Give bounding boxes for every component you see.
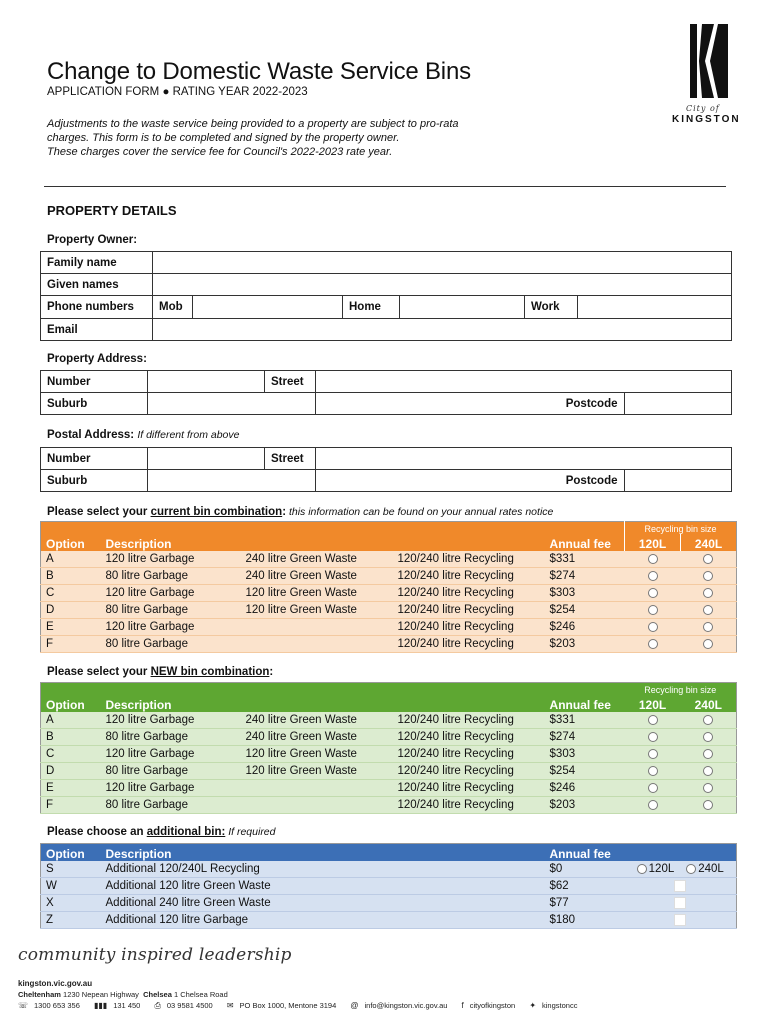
table-row xyxy=(41,780,737,797)
current-radio-240[interactable] xyxy=(703,605,713,615)
recycling-size-header: Recycling bin size xyxy=(625,683,737,695)
fee-cell: $331 xyxy=(545,712,625,729)
additional-bin-prompt xyxy=(47,826,276,838)
new-radio-240[interactable] xyxy=(703,715,713,725)
footer-fax: 03 9581 4500 xyxy=(166,1001,213,1010)
recycling-cell: 120/240 litre Recycling xyxy=(393,763,545,780)
prompt-text: : xyxy=(282,506,287,518)
recycling-cell: 120/240 litre Recycling xyxy=(393,585,545,602)
option-cell: D xyxy=(41,763,101,780)
current-radio-240[interactable] xyxy=(703,622,713,632)
table-row xyxy=(41,729,737,746)
radio-cell-240 xyxy=(681,602,737,619)
table-row xyxy=(41,797,737,814)
option-cell: X xyxy=(41,895,101,912)
additional-checkbox[interactable] xyxy=(674,880,686,892)
garbage-cell: 120 litre Garbage xyxy=(101,551,241,568)
radio-cell-240 xyxy=(681,729,737,746)
description-cell: Additional 120/240L Recycling xyxy=(101,861,545,878)
street-field[interactable] xyxy=(316,371,732,393)
radio-cell-120 xyxy=(625,746,681,763)
mailbox-icon: ✉ xyxy=(226,1001,234,1010)
prompt-text: Please choose an xyxy=(47,826,147,838)
mob-field[interactable] xyxy=(193,296,343,319)
garbage-cell: 80 litre Garbage xyxy=(101,568,241,585)
facebook-icon: f xyxy=(461,1001,464,1010)
chelsea-label: Chelsea xyxy=(143,990,172,999)
description-cell: Additional 120 litre Garbage xyxy=(101,912,545,929)
fee-cell: $274 xyxy=(545,568,625,585)
current-radio-120[interactable] xyxy=(648,622,658,632)
col-description: Description xyxy=(101,683,545,712)
footer-contacts xyxy=(18,1001,589,1011)
new-radio-240[interactable] xyxy=(703,766,713,776)
recycling-cell: 120/240 litre Recycling xyxy=(393,551,545,568)
recycling-cell: 120/240 litre Recycling xyxy=(393,729,545,746)
fee-cell: $246 xyxy=(545,619,625,636)
current-radio-240[interactable] xyxy=(703,588,713,598)
current-radio-120[interactable] xyxy=(648,588,658,598)
col-fee: Annual fee xyxy=(545,844,625,861)
prompt-emphasis: current bin combination xyxy=(150,506,283,518)
table-row xyxy=(41,585,737,602)
owner-table xyxy=(40,251,732,341)
col-size xyxy=(625,844,737,861)
chelsea-address: 1 Chelsea Road xyxy=(173,990,228,999)
col-240: 240L xyxy=(681,695,737,712)
description-cell: Additional 240 litre Green Waste xyxy=(101,895,545,912)
garbage-cell: 80 litre Garbage xyxy=(101,797,241,814)
new-radio-120[interactable] xyxy=(648,766,658,776)
current-radio-120[interactable] xyxy=(648,571,658,581)
col-fee: Annual fee xyxy=(545,683,625,712)
col-description: Description xyxy=(101,844,545,861)
option-cell: C xyxy=(41,746,101,763)
prompt-note: If required xyxy=(225,826,276,838)
col-240: 240L xyxy=(681,534,737,551)
postal-number-field[interactable] xyxy=(148,448,265,470)
garbage-cell: 80 litre Garbage xyxy=(101,729,241,746)
radio-cell-120 xyxy=(625,763,681,780)
green-waste-cell xyxy=(241,636,393,653)
recycling-cell: 120/240 litre Recycling xyxy=(393,619,545,636)
fee-cell: $77 xyxy=(545,895,625,912)
new-radio-240[interactable] xyxy=(703,800,713,810)
recycling-size-header: Recycling bin size xyxy=(625,522,737,534)
email-icon: @ xyxy=(350,1001,359,1010)
footer-facebook[interactable]: cityofkingston xyxy=(469,1001,516,1010)
section-heading: PROPERTY DETAILS xyxy=(47,203,177,218)
radio-cell-120 xyxy=(625,585,681,602)
number-label: Number xyxy=(41,371,148,393)
option-240-label: 240L xyxy=(698,862,724,875)
footer-twitter[interactable]: kingstoncc xyxy=(542,1001,578,1010)
fee-cell: $62 xyxy=(545,878,625,895)
table-row xyxy=(41,602,737,619)
radio-cell-120 xyxy=(625,636,681,653)
footer-phone: 1300 653 356 xyxy=(34,1001,80,1010)
radio-cell-240 xyxy=(681,636,737,653)
new-combination-table xyxy=(40,682,737,814)
postal-suburb-field[interactable] xyxy=(148,470,316,492)
recycling-cell: 120/240 litre Recycling xyxy=(393,602,545,619)
new-radio-120[interactable] xyxy=(648,749,658,759)
postal-address-label xyxy=(47,429,239,441)
green-waste-cell: 120 litre Green Waste xyxy=(241,746,393,763)
additional-checkbox[interactable] xyxy=(674,897,686,909)
fee-cell: $0 xyxy=(545,861,625,878)
garbage-cell: 80 litre Garbage xyxy=(101,636,241,653)
cheltenham-label: Cheltenham xyxy=(18,990,61,999)
new-radio-240[interactable] xyxy=(703,749,713,759)
new-radio-240[interactable] xyxy=(703,783,713,793)
owner-row xyxy=(41,319,732,341)
work-cell xyxy=(525,296,732,319)
fee-cell: $254 xyxy=(545,602,625,619)
new-radio-120[interactable] xyxy=(648,783,658,793)
header-divider xyxy=(44,186,726,187)
radio-cell-120 xyxy=(625,729,681,746)
footer-tty: 131 450 xyxy=(113,1001,141,1010)
work-label: Work xyxy=(531,301,560,313)
option-cell: E xyxy=(41,780,101,797)
footer-pobox: PO Box 1000, Mentone 3194 xyxy=(239,1001,337,1010)
fee-cell: $303 xyxy=(545,585,625,602)
new-radio-120[interactable] xyxy=(648,715,658,725)
new-radio-120[interactable] xyxy=(648,732,658,742)
option-cell: B xyxy=(41,568,101,585)
col-option: Option xyxy=(41,522,101,551)
current-radio-120[interactable] xyxy=(648,639,658,649)
property-owner-label: Property Owner: xyxy=(47,234,138,246)
option-cell: D xyxy=(41,602,101,619)
fee-cell: $203 xyxy=(545,636,625,653)
property-address-label: Property Address: xyxy=(47,353,147,365)
col-120: 120L xyxy=(625,534,681,551)
green-waste-cell: 120 litre Green Waste xyxy=(241,602,393,619)
fee-cell: $246 xyxy=(545,780,625,797)
fee-cell: $180 xyxy=(545,912,625,929)
postcode-label: Postcode xyxy=(316,470,624,492)
radio-cell-120 xyxy=(625,712,681,729)
selection-cell xyxy=(625,895,737,912)
tty-icon: ▮▮▮ xyxy=(94,1001,108,1010)
prompt-note: this information can be found on your annual rates notice xyxy=(286,506,554,518)
fee-cell: $203 xyxy=(545,797,625,814)
table-row xyxy=(41,568,737,585)
current-radio-120[interactable] xyxy=(648,605,658,615)
radio-cell-240 xyxy=(681,712,737,729)
option-cell: B xyxy=(41,729,101,746)
fee-cell: $331 xyxy=(545,551,625,568)
current-combination-prompt xyxy=(47,506,553,518)
recycling-cell: 120/240 litre Recycling xyxy=(393,712,545,729)
cheltenham-address: 1230 Nepean Highway xyxy=(63,990,139,999)
green-waste-cell: 240 litre Green Waste xyxy=(241,551,393,568)
table-row xyxy=(41,895,737,912)
footer-website: kingston.vic.gov.au xyxy=(18,979,93,988)
recycling-cell: 120/240 litre Recycling xyxy=(393,746,545,763)
table-row xyxy=(41,746,737,763)
green-waste-cell: 240 litre Green Waste xyxy=(241,568,393,585)
family-name-field[interactable] xyxy=(153,252,732,274)
tagline: community inspired leadership xyxy=(18,945,292,965)
radio-cell-120 xyxy=(625,568,681,585)
green-waste-cell xyxy=(241,619,393,636)
green-waste-cell: 120 litre Green Waste xyxy=(241,585,393,602)
additional-radio-240[interactable] xyxy=(686,864,696,874)
given-names-field[interactable] xyxy=(153,274,732,296)
garbage-cell: 80 litre Garbage xyxy=(101,763,241,780)
prompt-text: : xyxy=(269,666,274,678)
fee-cell: $303 xyxy=(545,746,625,763)
table-row xyxy=(41,636,737,653)
postal-postcode-field[interactable] xyxy=(624,470,732,492)
postcode-field[interactable] xyxy=(624,393,732,415)
option-cell: F xyxy=(41,636,101,653)
suburb-field[interactable] xyxy=(148,393,316,415)
phone-numbers-label: Phone numbers xyxy=(41,296,153,319)
postal-note: If different from above xyxy=(137,429,240,441)
radio-cell-120 xyxy=(625,551,681,568)
phone-icon: ☏ xyxy=(18,1001,29,1010)
table-row xyxy=(41,878,737,895)
option-cell: W xyxy=(41,878,101,895)
table-row xyxy=(41,861,737,878)
page-subtitle: APPLICATION FORM ● RATING YEAR 2022-2023 xyxy=(47,86,308,98)
intro-line: charges. This form is to be completed and signed by the property owner. xyxy=(47,132,400,144)
table-row xyxy=(41,763,737,780)
table-row xyxy=(41,551,737,568)
option-cell: S xyxy=(41,861,101,878)
col-fee: Annual fee xyxy=(545,522,625,551)
recycling-cell: 120/240 litre Recycling xyxy=(393,780,545,797)
footer-addresses xyxy=(18,990,228,999)
option-120-label: 120L xyxy=(648,862,675,875)
garbage-cell: 120 litre Garbage xyxy=(101,780,241,797)
recycling-cell: 120/240 litre Recycling xyxy=(393,568,545,585)
new-radio-240[interactable] xyxy=(703,732,713,742)
intro-line: These charges cover the service fee for Council's 2022-2023 rate year. xyxy=(47,146,393,158)
email-label: Email xyxy=(41,319,153,341)
recycling-cell: 120/240 litre Recycling xyxy=(393,797,545,814)
option-cell: F xyxy=(41,797,101,814)
additional-bin-table xyxy=(40,843,737,929)
prompt-emphasis: NEW bin combination xyxy=(150,666,270,678)
green-waste-cell xyxy=(241,797,393,814)
fax-icon: ⎙ xyxy=(154,1001,161,1010)
garbage-cell: 120 litre Garbage xyxy=(101,746,241,763)
number-label: Number xyxy=(41,448,148,470)
option-cell: C xyxy=(41,585,101,602)
option-cell: E xyxy=(41,619,101,636)
new-combination-prompt xyxy=(47,666,273,678)
selection-cell xyxy=(625,878,737,895)
radio-cell-240 xyxy=(681,568,737,585)
owner-row xyxy=(41,274,732,296)
work-field[interactable] xyxy=(577,296,731,318)
current-radio-240[interactable] xyxy=(703,571,713,581)
mob-label: Mob xyxy=(153,296,193,319)
col-description: Description xyxy=(101,522,545,551)
current-radio-240[interactable] xyxy=(703,639,713,649)
logo-name: KINGSTON xyxy=(672,114,741,125)
garbage-cell: 120 litre Garbage xyxy=(101,585,241,602)
table-row xyxy=(41,912,737,929)
current-radio-120[interactable] xyxy=(648,554,658,564)
radio-cell-240 xyxy=(681,763,737,780)
option-cell: A xyxy=(41,551,101,568)
email-field[interactable] xyxy=(153,319,732,341)
radio-cell-240 xyxy=(681,551,737,568)
radio-cell-240 xyxy=(681,797,737,814)
current-radio-240[interactable] xyxy=(703,554,713,564)
prompt-emphasis: additional bin: xyxy=(146,826,226,838)
given-names-label: Given names xyxy=(41,274,153,296)
postal-label-text: Postal Address: xyxy=(47,429,135,441)
street-label: Street xyxy=(265,448,316,470)
green-waste-cell: 120 litre Green Waste xyxy=(241,763,393,780)
property-address-table xyxy=(40,370,732,415)
green-waste-cell: 240 litre Green Waste xyxy=(241,712,393,729)
radio-cell-240 xyxy=(681,780,737,797)
garbage-cell: 120 litre Garbage xyxy=(101,712,241,729)
twitter-icon: ✦ xyxy=(529,1001,537,1010)
garbage-cell: 120 litre Garbage xyxy=(101,619,241,636)
radio-cell-120 xyxy=(625,797,681,814)
radio-cell-120 xyxy=(625,619,681,636)
postal-street-field[interactable] xyxy=(316,448,732,470)
number-field[interactable] xyxy=(148,371,265,393)
suburb-label: Suburb xyxy=(41,393,148,415)
additional-radio-120[interactable] xyxy=(637,864,647,874)
intro-line: Adjustments to the waste service being provided to a property are subject to pro-rata xyxy=(47,118,459,130)
selection-cell xyxy=(625,912,737,929)
table-row xyxy=(41,712,737,729)
prompt-text: Please select your xyxy=(47,506,151,518)
green-waste-cell xyxy=(241,780,393,797)
green-waste-cell: 240 litre Green Waste xyxy=(241,729,393,746)
suburb-label: Suburb xyxy=(41,470,148,492)
fee-cell: $254 xyxy=(545,763,625,780)
current-combination-table xyxy=(40,521,737,653)
col-option: Option xyxy=(41,844,101,861)
owner-row xyxy=(41,296,732,319)
option-cell: Z xyxy=(41,912,101,929)
table-row xyxy=(41,619,737,636)
intro-text xyxy=(47,117,567,159)
prompt-text: Please select your xyxy=(47,666,151,678)
col-option: Option xyxy=(41,683,101,712)
page-title: Change to Domestic Waste Service Bins xyxy=(47,58,471,85)
radio-cell-240 xyxy=(681,746,737,763)
postal-address-table xyxy=(40,447,732,492)
footer-email[interactable]: info@kingston.vic.gov.au xyxy=(364,1001,448,1010)
family-name-label: Family name xyxy=(41,252,153,274)
postcode-label: Postcode xyxy=(316,393,624,415)
home-label: Home xyxy=(343,296,400,319)
logo-city-of: City of xyxy=(686,104,720,113)
radio-cell-240 xyxy=(681,619,737,636)
radio-cell-240 xyxy=(681,585,737,602)
home-field[interactable] xyxy=(400,296,525,319)
new-radio-120[interactable] xyxy=(648,800,658,810)
option-cell: A xyxy=(41,712,101,729)
owner-row xyxy=(41,252,732,274)
col-120: 120L xyxy=(625,695,681,712)
garbage-cell: 80 litre Garbage xyxy=(101,602,241,619)
fee-cell: $274 xyxy=(545,729,625,746)
radio-cell-120 xyxy=(625,602,681,619)
selection-cell xyxy=(625,861,737,878)
recycling-cell: 120/240 litre Recycling xyxy=(393,636,545,653)
description-cell: Additional 120 litre Green Waste xyxy=(101,878,545,895)
street-label: Street xyxy=(265,371,316,393)
additional-checkbox[interactable] xyxy=(674,914,686,926)
radio-cell-120 xyxy=(625,780,681,797)
